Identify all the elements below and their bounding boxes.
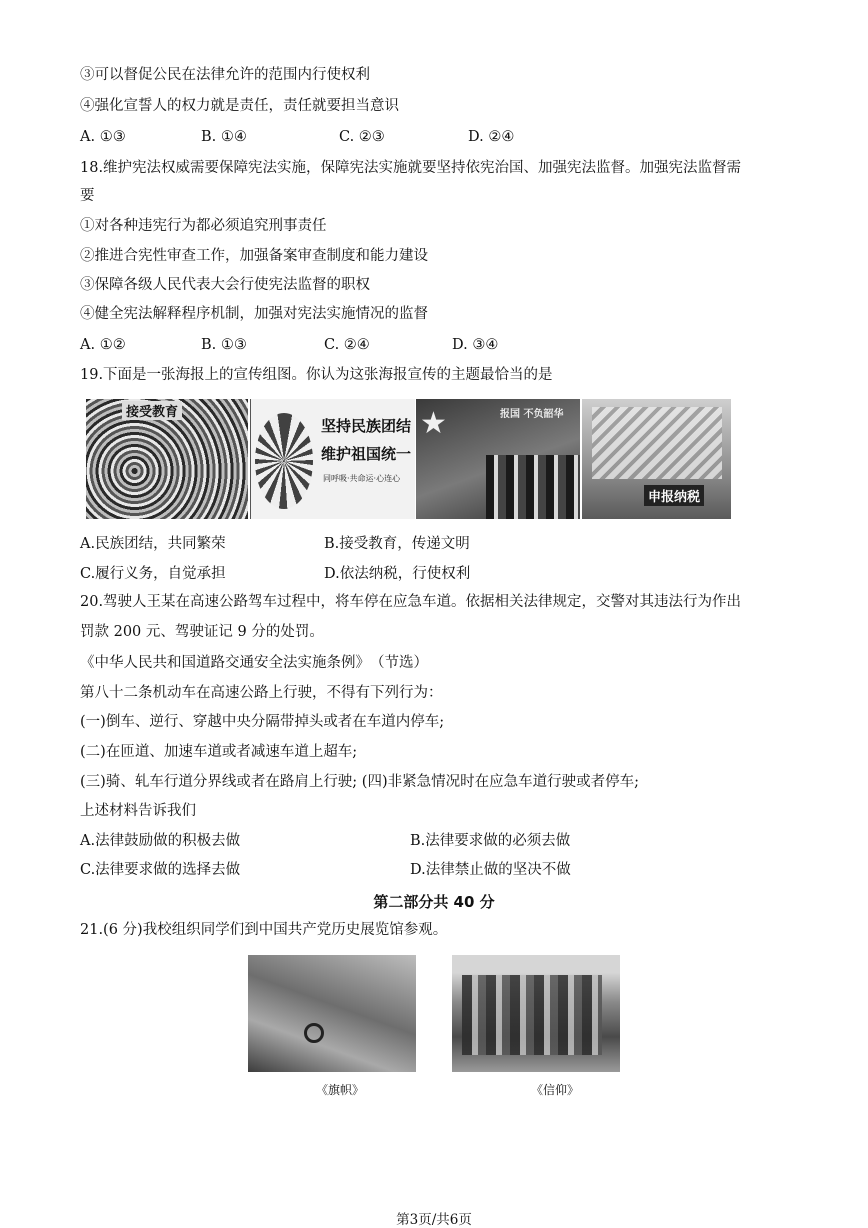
q20-stem-line-1: 20.驾驶人王某在高速公路驾车过程中，将车停在应急车道。依据相关法律规定，交警对其违法行为作出 xyxy=(80,594,742,610)
poster-panel-2-line-1: 坚持民族团结 xyxy=(321,417,412,435)
q18-stem-line-1: 18.维护宪法权威需要保障宪法实施，保障宪法实施就要坚持依宪治国、加强宪法监督。加强宪法监督需 xyxy=(80,160,742,176)
poster-panel-tax xyxy=(582,399,731,519)
party-emblem-icon xyxy=(304,1023,324,1043)
q18-item-4: ④健全宪法解释程序机制，加强对宪法实施情况的监督 xyxy=(80,306,428,322)
q20-option-a: A.法律鼓励做的积极去做 xyxy=(80,833,241,849)
sculpture-figures xyxy=(462,975,602,1055)
q20-source: 《中华人民共和国道路交通安全法实施条例》 （节选） xyxy=(80,655,428,671)
poster-panel-1-title: 接受教育 xyxy=(122,401,182,420)
poster-panel-4-text: 申报纳税 xyxy=(644,485,704,506)
q20-clause-3: (三)骑、轧车行道分界线或者在路肩上行驶; (四)非紧急情况时在应急车道行驶或者停车; xyxy=(80,774,640,790)
q17-option-a: A. ①③ xyxy=(80,129,126,145)
q19-option-a: A.民族团结，共同繁荣 xyxy=(80,536,226,552)
page-number: 第3页/共6页 xyxy=(396,1212,472,1228)
q20-option-b: B.法律要求做的必须去做 xyxy=(410,833,571,849)
q20-option-d: D.法律禁止做的坚决不做 xyxy=(410,862,571,878)
q20-article: 第八十二条机动车在高速公路上行驶，不得有下列行为： xyxy=(80,685,443,701)
q19-stem: 19.下面是一张海报上的宣传组图。你认为这张海报宣传的主题最恰当的是 xyxy=(80,367,553,383)
sculpture-flag-photo xyxy=(248,955,416,1072)
caption-flag: 《旗帜》 xyxy=(316,1083,365,1097)
caption-faith: 《信仰》 xyxy=(531,1083,580,1097)
soldiers-image xyxy=(486,455,580,519)
q21-stem: 21.(6 分)我校组织同学们到中国共产党历史展览馆参观。 xyxy=(80,922,448,938)
q18-item-3: ③保障各级人民代表大会行使宪法监督的职权 xyxy=(80,277,370,293)
q19-option-c: C.履行义务，自觉承担 xyxy=(80,566,226,582)
poster-panel-patriot xyxy=(416,399,580,519)
q18-stem-line-2: 要 xyxy=(80,188,95,204)
part-two-heading: 第二部分共 40 分 xyxy=(373,893,495,911)
q18-option-b: B. ①③ xyxy=(201,337,247,353)
q17-option-d: D. ②④ xyxy=(468,129,515,145)
q17-option-c: C. ②③ xyxy=(339,129,385,145)
star-icon: ★ xyxy=(420,406,447,441)
q19-option-d: D.依法纳税，行使权利 xyxy=(324,566,471,582)
q20-clause-1: (一)倒车、逆行、穿越中央分隔带掉头或者在车道内停车; xyxy=(80,714,445,730)
q18-item-1: ①对各种违宪行为都必须追究刑事责任 xyxy=(80,218,327,234)
q19-poster xyxy=(86,399,731,519)
q18-option-d: D. ③④ xyxy=(452,337,499,353)
q18-item-2: ②推进合宪性审查工作，加强备案审查制度和能力建设 xyxy=(80,248,428,264)
q20-stem-line-2: 罚款 200 元、驾驶证记 9 分的处罚。 xyxy=(80,624,324,640)
q20-clause-2: (二)在匝道、加速车道或者减速车道上超车; xyxy=(80,744,358,760)
poster-panel-education xyxy=(86,399,248,519)
q20-option-c: C.法律要求做的选择去做 xyxy=(80,862,241,878)
tax-office-scene xyxy=(592,407,722,479)
sculpture-faith-photo xyxy=(452,955,620,1072)
poster-panel-2-subtitle: 同呼吸·共命运·心连心 xyxy=(323,474,401,483)
q18-option-c: C. ②④ xyxy=(324,337,370,353)
poster-panel-3-text: 报国 不负韶华 xyxy=(500,409,564,420)
q19-option-b: B.接受教育，传递文明 xyxy=(324,536,470,552)
q17-option-b: B. ①④ xyxy=(201,129,247,145)
q17-item-4: ④强化宣誓人的权力就是责任，责任就要担当意识 xyxy=(80,98,399,114)
ethnic-dancers-emblem xyxy=(255,413,313,509)
q18-option-a: A. ①② xyxy=(80,337,126,353)
poster-panel-unity xyxy=(250,399,415,519)
q20-conclusion: 上述材料告诉我们 xyxy=(80,803,196,819)
q17-item-3: ③可以督促公民在法律允许的范围内行使权利 xyxy=(80,67,370,83)
poster-panel-2-line-2: 维护祖国统一 xyxy=(321,445,412,463)
